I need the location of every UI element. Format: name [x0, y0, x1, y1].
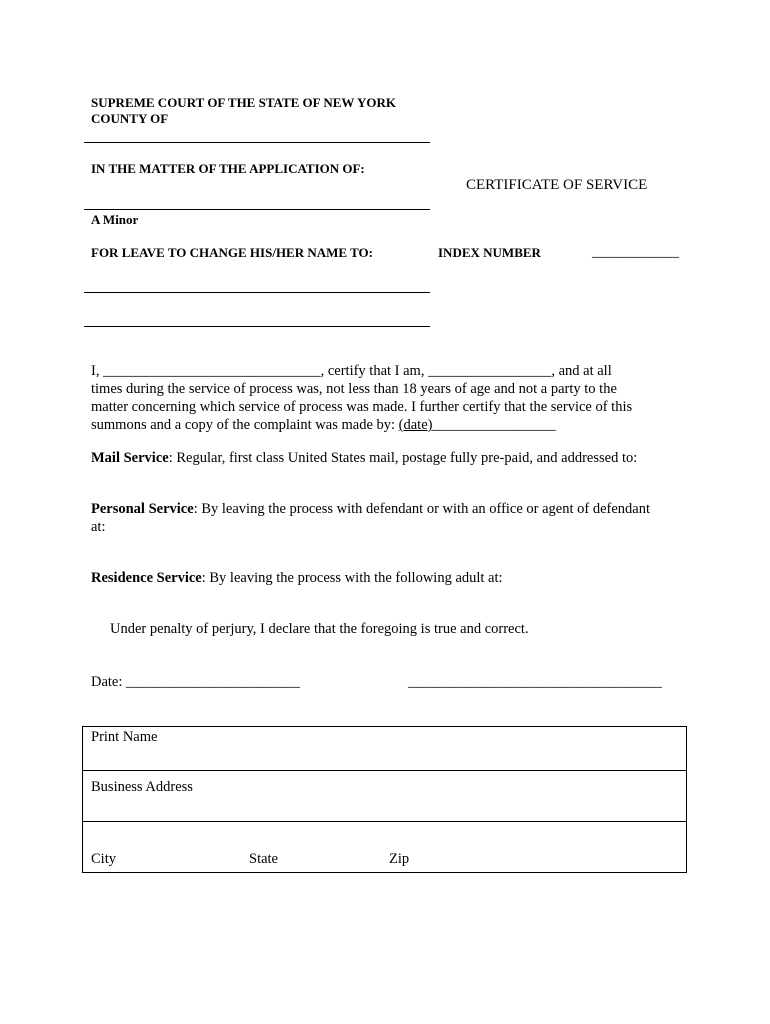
zip-label: Zip: [389, 851, 410, 867]
application-label: IN THE MATTER OF THE APPLICATION OF:: [91, 161, 365, 176]
certify-i: I,: [91, 363, 104, 379]
service-date-label: (date): [398, 417, 433, 433]
perjury-declaration: Under penalty of perjury, I declare that the foregoing is true and correct.: [110, 621, 529, 637]
certify-line-4: summons and a copy of the complaint was made by:: [91, 417, 399, 433]
certify-line-3: matter concerning which service of process was made. I further certify that the service of this: [91, 399, 633, 415]
business-address-label: Business Address: [91, 779, 193, 795]
residence-service-label: Residence Service: [91, 570, 202, 586]
minor-label: A Minor: [91, 212, 139, 227]
service-date-field[interactable]: _________________: [432, 417, 556, 433]
new-name-line-2: [84, 326, 430, 327]
signature-field[interactable]: ___________________________________: [408, 674, 662, 690]
city-state-zip-row[interactable]: [83, 822, 686, 872]
certification-paragraph: [91, 362, 691, 434]
leave-label: FOR LEAVE TO CHANGE HIS/HER NAME TO:: [91, 245, 373, 260]
index-number-field[interactable]: ____________: [592, 244, 679, 260]
print-name-row[interactable]: [83, 727, 686, 771]
county-label: COUNTY OF: [91, 111, 169, 126]
index-number-label: INDEX NUMBER: [438, 245, 541, 260]
server-info-table: [82, 726, 687, 873]
certify-line-2: times during the service of process was, not less than 18 years of age and not a party to the: [91, 381, 617, 397]
business-address-row[interactable]: [83, 771, 686, 822]
new-name-line-1: [84, 292, 430, 293]
residence-service-text: : By leaving the process with the following adult at:: [201, 570, 503, 586]
personal-service-text: : By leaving the process with defendant or with an office or agent of defendant: [193, 501, 651, 517]
city-label: City: [91, 851, 116, 867]
court-name: SUPREME COURT OF THE STATE OF NEW YORK: [91, 95, 396, 110]
certify-end: , and at all: [551, 363, 612, 379]
county-line: [84, 142, 430, 143]
personal-service: [91, 500, 691, 536]
mail-service-label: Mail Service: [91, 450, 169, 466]
certify-mid: , certify that I am,: [320, 363, 429, 379]
personal-service-text-2: at:: [91, 519, 106, 535]
residence-service: [91, 569, 691, 587]
document-title: CERTIFICATE OF SERVICE: [466, 177, 648, 193]
certifier-name-field[interactable]: ______________________________: [103, 363, 321, 379]
date-label: Date:: [91, 674, 127, 690]
mail-service: [91, 449, 691, 467]
applicant-line: [84, 209, 430, 210]
date-line: [91, 674, 300, 691]
certifier-role-field[interactable]: _________________: [428, 363, 552, 379]
mail-service-text: : Regular, first class United States mail, postage fully pre-paid, and addressed to:: [168, 450, 638, 466]
date-field[interactable]: ________________________: [126, 674, 301, 690]
personal-service-label: Personal Service: [91, 501, 194, 517]
state-label: State: [249, 851, 278, 867]
print-name-label: Print Name: [91, 729, 158, 745]
